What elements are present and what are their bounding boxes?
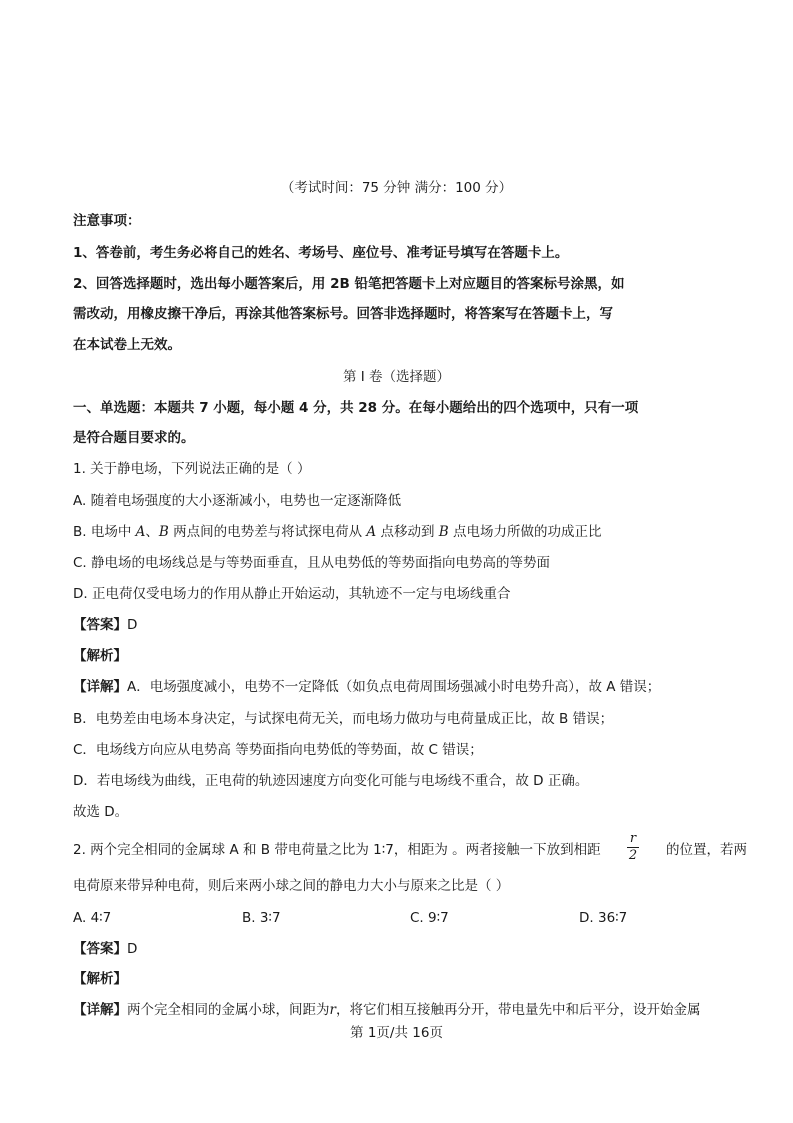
q1-answer bbox=[73, 616, 137, 634]
answer-tag: 【答案】 bbox=[73, 941, 127, 957]
q2-answer bbox=[73, 940, 137, 958]
q2-option-b: B. 3∶7 bbox=[242, 910, 281, 926]
q1-option-b-post: 点电场力所做的功成正比 bbox=[448, 524, 602, 540]
q1-option-b bbox=[73, 523, 601, 541]
fraction-r-over-2 bbox=[627, 832, 639, 863]
detail-text-b: ，将它们相互接触再分开，带电量先中和后平分，设开始金属 bbox=[335, 1002, 701, 1018]
var-r: r bbox=[329, 1002, 336, 1018]
section-title: 第 I 卷（选择题） bbox=[342, 369, 451, 385]
q1-option-b-sep: 、 bbox=[145, 524, 159, 540]
q1-stem: 1. 关于静电场，下列说法正确的是（ ） bbox=[73, 461, 311, 477]
notice-item-2-line-3: 在本试卷上无效。 bbox=[73, 337, 181, 353]
q2-stem-line-2: 电荷原来带异种电荷，则后来两小球之间的静电力大小与原来之比是（ ） bbox=[73, 878, 510, 894]
q2-stem-line-1a: 2. 两个完全相同的金属球 A 和 B 带电荷量之比为 1∶7，相距为 。两者接触一下放到相距 bbox=[73, 842, 601, 858]
notice-item-1: 1、答卷前，考生务必将自己的姓名、考场号、座位号、准考证号填写在答题卡上。 bbox=[73, 245, 569, 261]
q1-conclusion: 故选 D。 bbox=[73, 804, 129, 820]
q1-option-c: C. 静电场的电场线总是与等势面垂直，且从电势低的等势面指向电势高的等势面 bbox=[73, 555, 551, 571]
exam-info: （考试时间：75 分钟 满分：100 分） bbox=[280, 180, 513, 196]
detail-tag: 【详解】 bbox=[73, 679, 127, 695]
q1-detail-b: B．电势差由电场本身决定，与试探电荷无关，而电场力做功与电荷量成正比，故 B 错误； bbox=[73, 711, 614, 727]
q2-detail bbox=[73, 1001, 700, 1019]
var-a-2: A bbox=[366, 524, 377, 540]
q1-analysis-tag: 【解析】 bbox=[73, 648, 127, 664]
fraction-denominator: 2 bbox=[628, 848, 638, 863]
page-footer: 第 1页/共 16页 bbox=[350, 1025, 443, 1041]
answer-value: D bbox=[127, 941, 138, 957]
detail-tag: 【详解】 bbox=[73, 1002, 127, 1018]
q2-stem-line-1b: 的位置，若两 bbox=[666, 842, 747, 858]
answer-tag: 【答案】 bbox=[73, 617, 127, 633]
q1-option-b-mid2: 点移动到 bbox=[376, 524, 439, 540]
notice-item-2-line-2: 需改动，用橡皮擦干净后，再涂其他答案标号。回答非选择题时，将答案写在答题卡上，写 bbox=[73, 306, 613, 322]
section-intro-line-2: 是符合题目要求的。 bbox=[73, 430, 195, 446]
q1-option-a: A. 随着电场强度的大小逐渐减小，电势也一定逐渐降低 bbox=[73, 493, 402, 509]
var-a: A bbox=[135, 524, 146, 540]
var-b: B bbox=[158, 524, 169, 540]
q2-option-a: A. 4∶7 bbox=[73, 910, 112, 926]
notice-item-2-line-1: 2、回答选择题时，选出每小题答案后，用 2B 铅笔把答题卡上对应题目的答案标号涂黑，如 bbox=[73, 276, 625, 292]
q2-option-c: C. 9∶7 bbox=[410, 910, 449, 926]
answer-value: D bbox=[127, 617, 138, 633]
q2-analysis-tag: 【解析】 bbox=[73, 971, 127, 987]
detail-text-a: 两个完全相同的金属小球，间距为 bbox=[127, 1002, 330, 1018]
detail-a-text: A．电场强度减小，电势不一定降低（如负点电荷周围场强减小时电势升高），故 A 错误； bbox=[127, 679, 661, 695]
var-b-2: B bbox=[438, 524, 449, 540]
fraction-numerator: r bbox=[629, 831, 637, 846]
q1-option-b-mid: 两点间的电势差与将试探电荷从 bbox=[168, 524, 367, 540]
q1-detail-d: D．若电场线为曲线，正电荷的轨迹因速度方向变化可能与电场线不重合，故 D 正确。 bbox=[73, 773, 589, 789]
notice-title: 注意事项： bbox=[73, 213, 141, 229]
q1-option-b-pre: B. 电场中 bbox=[73, 524, 136, 540]
q2-option-d: D. 36∶7 bbox=[579, 910, 628, 926]
q1-detail-c: C．电场线方向应从电势高 等势面指向电势低的等势面，故 C 错误； bbox=[73, 742, 483, 758]
q1-option-d: D. 正电荷仅受电场力的作用从静止开始运动，其轨迹不一定与电场线重合 bbox=[73, 586, 511, 602]
q1-detail-a bbox=[73, 678, 660, 696]
section-intro-line-1: 一、单选题：本题共 7 小题，每小题 4 分，共 28 分。在每小题给出的四个选项中，只有一项 bbox=[73, 400, 639, 416]
